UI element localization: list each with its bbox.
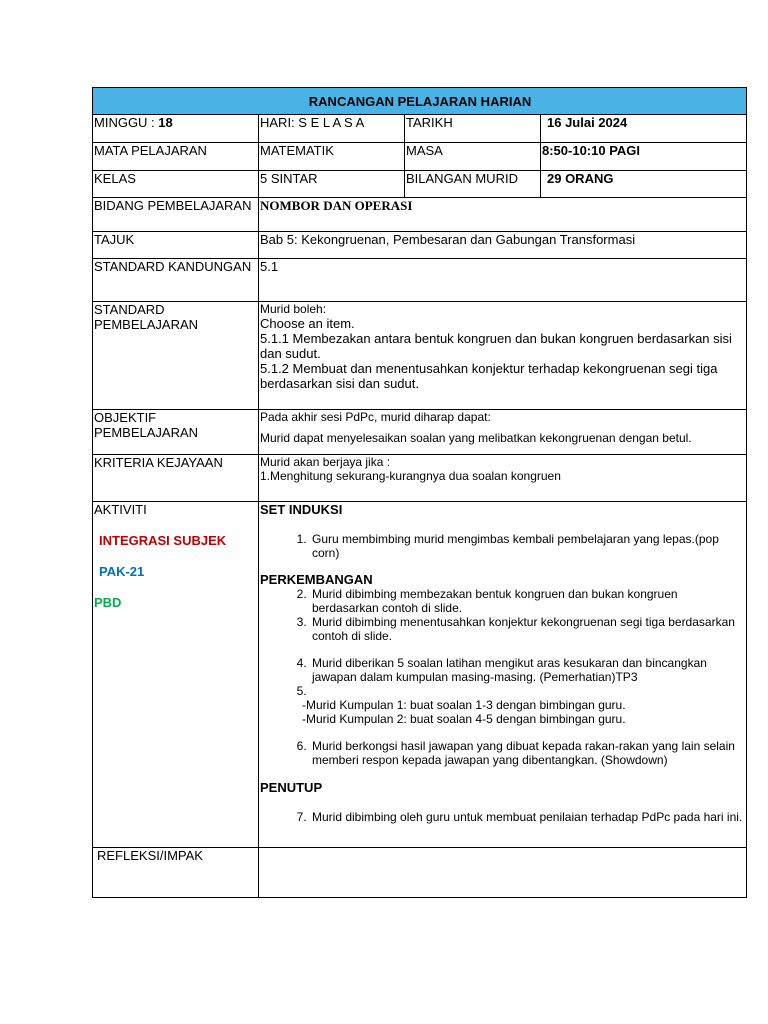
kumpulan-1: -Murid Kumpulan 1: buat soalan 1-3 dengan bimbingan guru.	[302, 698, 626, 712]
sp-intro: Murid boleh:	[260, 302, 327, 316]
induksi-list	[260, 532, 746, 560]
objektif-label: OBJEKTIF PEMBELAJARAN	[93, 410, 259, 455]
bidang-label: BIDANG PEMBELAJARAN	[93, 198, 259, 232]
tajuk-label: TAJUK	[93, 232, 259, 259]
perkembangan-heading: PERKEMBANGAN	[260, 572, 373, 587]
kriteria-cell	[259, 455, 747, 502]
mata-row	[93, 143, 747, 171]
tajuk-row	[93, 232, 747, 259]
minggu-label: MINGGU :	[94, 115, 155, 130]
perkembangan-item-3: 3. Murid dibimbing menentusahkan konjektur kekongruenan segi tiga berdasarkan contoh di slide.	[310, 615, 746, 643]
masa-label: MASA	[405, 143, 541, 171]
perkembangan-item-2: 2. Murid dibimbing membezakan bentuk kongruen dan bukan kongruen berdasarkan contoh di slide.	[310, 587, 746, 615]
sk-label: STANDARD KANDUNGAN	[93, 259, 259, 302]
masa-value: 8:50-10:10 PAGI	[541, 143, 747, 171]
sp-label: STANDARD PEMBELAJARAN	[93, 302, 259, 410]
penutup-item-7: 7. Murid dibimbing oleh guru untuk membuat penilaian terhadap PdPc pada hari ini.	[310, 810, 746, 824]
sp-row	[93, 302, 747, 410]
sp-item-1: 5.1.1 Membezakan antara bentuk kongruen dan bukan kongruen berdasarkan sisi dan sudut.	[260, 331, 732, 361]
aktiviti-label: AKTIVITI	[94, 502, 147, 517]
kumpulan-2: -Murid Kumpulan 2: buat soalan 4-5 dengan bimbingan guru.	[302, 712, 626, 726]
aktiviti-cell	[259, 502, 747, 848]
sp-choose[interactable]: Choose an item.	[260, 316, 355, 331]
perkembangan-list-a	[260, 587, 746, 643]
pak21-label: PAK-21	[99, 564, 145, 579]
refleksi-label: REFLEKSI/IMPAK	[93, 848, 259, 898]
perkembangan-item-6: 6. Murid berkongsi hasil jawapan yang dibuat kepada rakan-rakan yang lain selain memberi respon kepada jawapan yang dibentangkan. (Showdown)	[310, 739, 746, 767]
objektif-intro: Pada akhir sesi PdPc, murid diharap dapat:	[260, 410, 491, 424]
objektif-cell	[259, 410, 747, 455]
kelas-value: 5 SINTAR	[259, 171, 405, 198]
bidang-row	[93, 198, 747, 232]
aktiviti-row	[93, 502, 747, 848]
integrasi-subjek: INTEGRASI SUBJEK	[99, 533, 227, 548]
sk-row	[93, 259, 747, 302]
induksi-item-1: 1. Guru membimbing murid mengimbas kembali pembelajaran yang lepas.(pop corn)	[310, 532, 746, 560]
penutup-heading: PENUTUP	[260, 780, 323, 795]
mata-value: MATEMATIK	[259, 143, 405, 171]
minggu-cell	[93, 115, 259, 143]
aktiviti-label-cell	[93, 502, 259, 848]
sp-cell	[259, 302, 747, 410]
bilangan-label: BILANGAN MURID	[405, 171, 541, 198]
document-title: RANCANGAN PELAJARAN HARIAN	[93, 88, 747, 115]
perkembangan-item-4: 4. Murid diberikan 5 soalan latihan mengikut aras kesukaran dan bincangkan jawapan dalam kumpulan masing-masing. (Pemerhatian)TP3	[310, 656, 746, 684]
bilangan-value: 29 ORANG	[541, 171, 747, 198]
minggu-value: 18	[158, 115, 173, 130]
sk-value: 5.1	[259, 259, 747, 302]
kriteria-row	[93, 455, 747, 502]
objektif-row	[93, 410, 747, 455]
perkembangan-list-b	[260, 656, 746, 698]
minggu-row	[93, 115, 747, 143]
kriteria-value: 1.Menghitung sekurang-kurangnya dua soalan kongruen	[260, 469, 561, 483]
sp-item-2: 5.1.2 Membuat dan menentusahkan konjektur terhadap kekongruenan segi tiga berdasarkan sisi dan sudut.	[260, 361, 718, 391]
kriteria-intro: Murid akan berjaya jika :	[260, 455, 391, 469]
tarikh-label: TARIKH	[405, 115, 541, 143]
kriteria-label: KRITERIA KEJAYAAN	[93, 455, 259, 502]
perkembangan-list-c	[260, 739, 746, 767]
lesson-plan-table	[92, 87, 747, 898]
refleksi-value[interactable]	[259, 848, 747, 898]
hari-cell: HARI: S E L A S A	[259, 115, 405, 143]
penutup-list	[260, 810, 746, 824]
set-induksi-heading: SET INDUKSI	[260, 502, 343, 517]
kelas-row	[93, 171, 747, 198]
pbd-label: PBD	[94, 595, 122, 610]
kelas-label: KELAS	[93, 171, 259, 198]
tajuk-value: Bab 5: Kekongruenan, Pembesaran dan Gabungan Transformasi	[259, 232, 747, 259]
objektif-value: Murid dapat menyelesaikan soalan yang melibatkan kekongruenan dengan betul.	[260, 431, 692, 445]
perkembangan-item-5	[310, 684, 746, 698]
refleksi-row	[93, 848, 747, 898]
bidang-value: NOMBOR DAN OPERASI	[259, 198, 747, 232]
tarikh-value: 16 Julai 2024	[541, 115, 747, 143]
mata-label: MATA PELAJARAN	[93, 143, 259, 171]
title-row	[93, 88, 747, 115]
